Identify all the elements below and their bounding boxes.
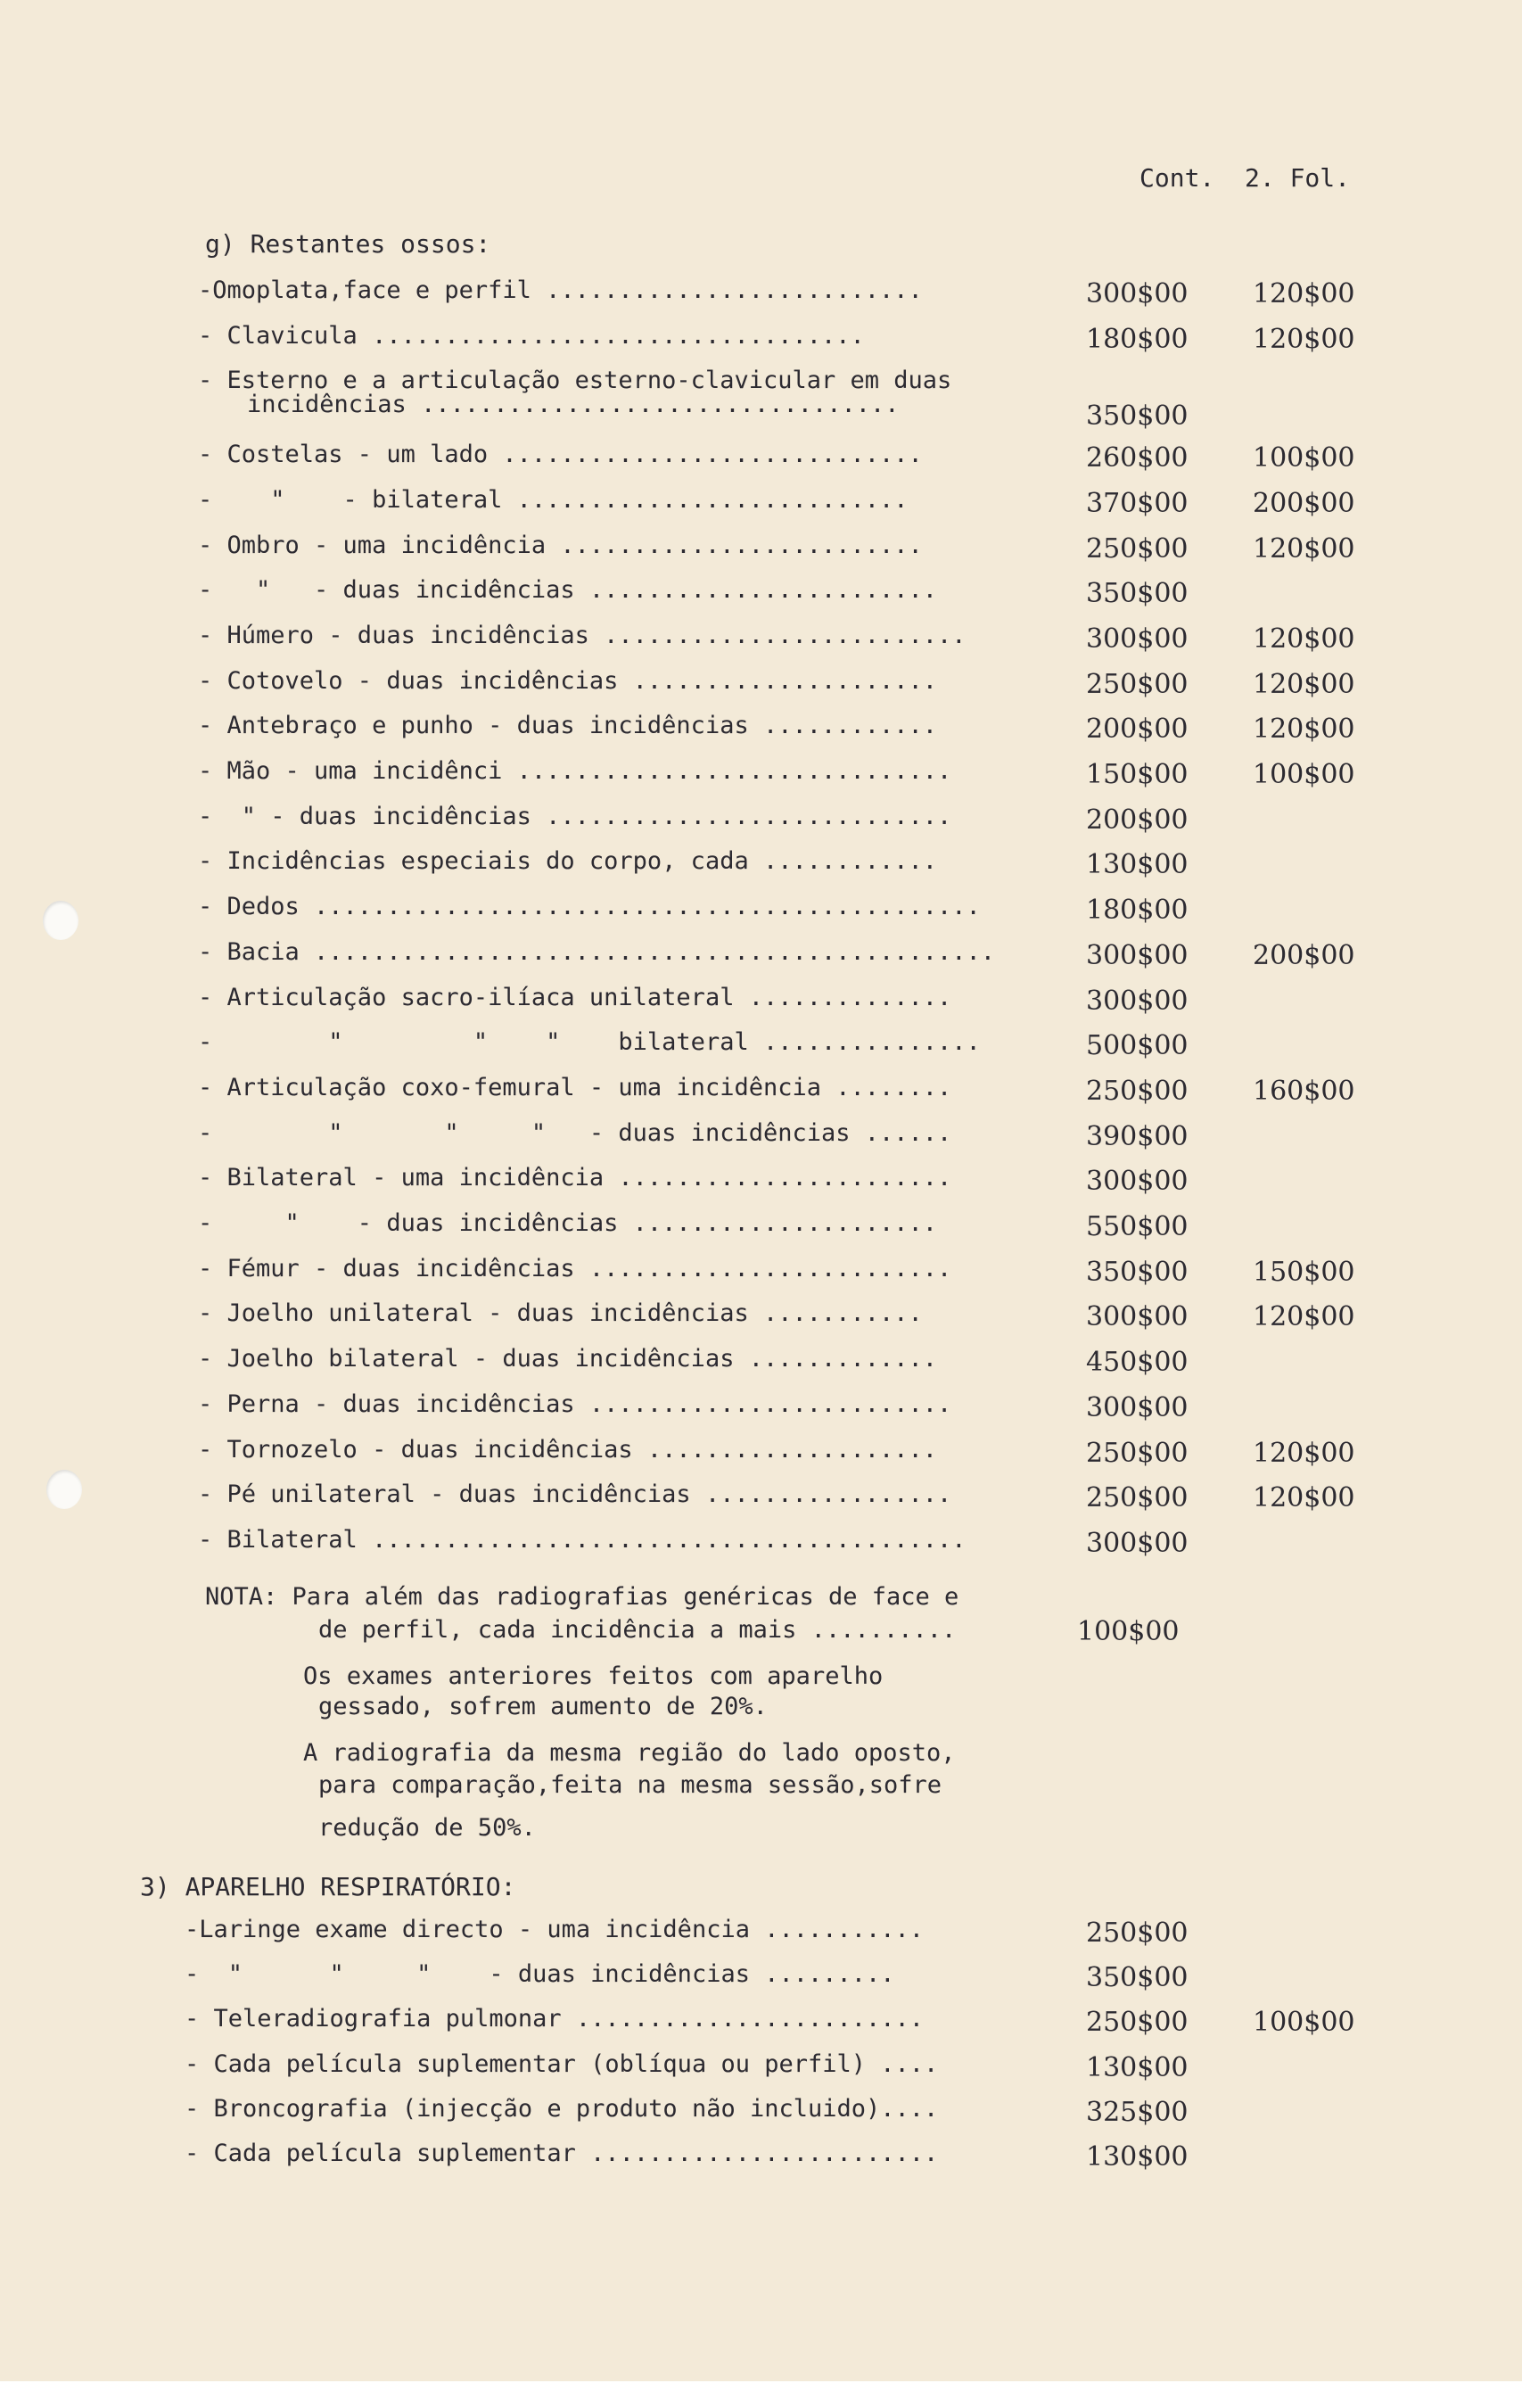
price-column-2: 100$00: [1253, 759, 1355, 790]
price-list-row: [0, 2005, 1522, 2041]
price-list-row: [0, 1028, 1522, 1064]
price-column-2: 120$00: [1253, 668, 1355, 700]
price-list-row: [0, 1299, 1522, 1335]
price-column-1: 250$00: [1086, 2007, 1189, 2039]
price-column-2: 120$00: [1253, 713, 1355, 746]
item-label: - Antebraço e punho - duas incidências ............: [198, 712, 938, 740]
nota-paragraph-2-line-3: redução de 50%.: [318, 1814, 536, 1842]
price-column-1: 300$00: [1086, 1391, 1189, 1423]
item-label: - " - duas incidências ............................: [198, 802, 952, 830]
price-column-1: 250$00: [1086, 1917, 1189, 1949]
price-list-row: [0, 803, 1522, 838]
price-list-row: [0, 1345, 1522, 1381]
price-column-1: 350$00: [1086, 400, 1189, 433]
price-column-1: 250$00: [1086, 1075, 1189, 1107]
price-column-1: 550$00: [1086, 1211, 1189, 1242]
price-list-row: [0, 893, 1522, 928]
price-column-1: 300$00: [1086, 985, 1189, 1017]
item-label: - Bilateral - uma incidência .......................: [198, 1164, 952, 1192]
price-column-1: 180$00: [1086, 323, 1189, 355]
item-label: - " " " - duas incidências .........: [185, 1960, 895, 1989]
nota-paragraph-2-line-2: para comparação,feita na mesma sessão,sofre: [318, 1771, 942, 1799]
price-column-1: 150$00: [1086, 759, 1189, 790]
item-label: - Bacia ...............................................: [198, 937, 996, 966]
price-list-row: [0, 1436, 1522, 1472]
price-column-1: 300$00: [1086, 939, 1189, 971]
price-column-1: 300$00: [1086, 278, 1189, 309]
price-list-row: [0, 712, 1522, 747]
nota-paragraph-2-line-1: A radiografia da mesma região do lado oposto,: [303, 1739, 956, 1767]
price-column-2: 160$00: [1253, 1075, 1355, 1107]
price-column-1: 500$00: [1086, 1030, 1189, 1062]
price-column-2: 120$00: [1253, 623, 1355, 655]
price-column-1: 250$00: [1086, 532, 1189, 565]
item-label: - Incidências especiais do corpo, cada ............: [198, 847, 938, 876]
item-label: - Perna - duas incidências .........................: [198, 1390, 952, 1418]
price-column-2: 120$00: [1253, 1482, 1355, 1514]
price-list-row: [0, 1916, 1522, 1951]
item-label: - Clavicula ..................................: [198, 321, 865, 350]
price-list-row: [0, 1960, 1522, 1996]
price-column-1: 130$00: [1086, 849, 1189, 881]
price-column-1: 350$00: [1086, 1962, 1189, 1994]
price-list-row: [0, 1480, 1522, 1516]
price-column-1: 325$00: [1086, 2096, 1189, 2128]
price-column-1: 300$00: [1086, 1301, 1189, 1333]
price-column-1: 260$00: [1086, 442, 1189, 474]
price-column-2: 200$00: [1253, 487, 1355, 519]
price-list-row: [0, 2050, 1522, 2086]
item-label: -Laringe exame directo - uma incidência ...........: [185, 1916, 925, 1943]
price-column-1: 390$00: [1086, 1120, 1189, 1152]
item-label: - " - bilateral ...........................: [198, 485, 909, 514]
price-column-2: 150$00: [1253, 1256, 1355, 1288]
item-label: - Cotovelo - duas incidências .....................: [198, 666, 938, 695]
item-label: - Joelho unilateral - duas incidências ...........: [198, 1299, 923, 1328]
item-label: - Esterno e a articulação esterno-clavicular em duas: [198, 367, 952, 395]
item-label: - " - duas incidências ........................: [198, 576, 938, 605]
item-label: - Articulação sacro-ilíaca unilateral ..............: [198, 983, 952, 1011]
item-label: - Cada película suplementar (oblíqua ou perfil) ....: [185, 2049, 939, 2078]
price-list-row: [0, 1164, 1522, 1200]
price-column-1: 450$00: [1086, 1347, 1189, 1379]
price-list-row: [0, 938, 1522, 974]
continuation-header: Cont. 2. Fol.: [1139, 163, 1351, 193]
item-label: - Costelas - um lado .............................: [198, 441, 923, 469]
price-list-row: [0, 984, 1522, 1019]
price-column-2: 120$00: [1253, 323, 1355, 355]
price-list-row: [0, 622, 1522, 657]
price-list-row: [0, 276, 1522, 312]
price-column-1: 130$00: [1086, 2051, 1189, 2083]
item-label: - Húmero - duas incidências .........................: [198, 621, 967, 649]
price-column-1: 180$00: [1086, 895, 1189, 927]
price-column-2: 120$00: [1253, 278, 1355, 309]
item-label: - Pé unilateral - duas incidências .................: [198, 1480, 952, 1509]
item-label: - Tornozelo - duas incidências ....................: [198, 1435, 938, 1464]
item-label: - " " " bilateral ...............: [198, 1028, 981, 1057]
nota-price: 100$00: [1077, 1616, 1180, 1647]
price-list-row: [0, 2095, 1522, 2131]
price-column-1: 200$00: [1086, 713, 1189, 746]
price-column-1: 300$00: [1086, 1527, 1189, 1559]
price-column-1: 250$00: [1086, 1437, 1189, 1469]
price-list-row: [0, 667, 1522, 703]
item-label: - Ombro - uma incidência .........................: [198, 531, 923, 559]
item-label: - " " " - duas incidências ......: [198, 1118, 952, 1147]
price-column-2: 120$00: [1253, 532, 1355, 565]
price-column-2: 100$00: [1253, 442, 1355, 474]
price-list-row: [0, 847, 1522, 883]
item-label: -Omoplata,face e perfil ..........................: [198, 276, 923, 304]
section-g-title: g) Restantes ossos:: [205, 229, 491, 259]
item-label: - Bilateral .........................................: [198, 1525, 967, 1554]
section-3-title: 3) APARELHO RESPIRATÓRIO:: [140, 1872, 516, 1901]
item-label: - Broncografia (injecção e produto não incluido)....: [185, 2094, 939, 2123]
price-list-row: [0, 367, 1522, 433]
item-label: - Joelho bilateral - duas incidências .............: [198, 1345, 938, 1373]
nota-paragraph-1-line-1: Os exames anteriores feitos com aparelho: [303, 1662, 884, 1690]
item-label: - " - duas incidências .....................: [198, 1209, 938, 1237]
price-list-row: [0, 1526, 1522, 1562]
price-column-1: 300$00: [1086, 623, 1189, 655]
price-column-2: 120$00: [1253, 1437, 1355, 1469]
price-list-row: [0, 486, 1522, 522]
item-label-continued: incidências .................................: [247, 391, 900, 419]
price-list-row: [0, 1074, 1522, 1109]
item-label: - Articulação coxo-femural - uma incidência ........: [198, 1073, 952, 1101]
price-column-2: 100$00: [1253, 2007, 1355, 2039]
price-column-2: 120$00: [1253, 1301, 1355, 1333]
price-list-row: [0, 1119, 1522, 1155]
item-label: - Teleradiografia pulmonar ........................: [185, 2005, 925, 2033]
price-list-row: [0, 532, 1522, 567]
price-column-1: 130$00: [1086, 2141, 1189, 2173]
item-label: - Cada película suplementar ........................: [185, 2140, 939, 2167]
price-list-row: [0, 1390, 1522, 1426]
price-column-1: 250$00: [1086, 1482, 1189, 1514]
price-list-row: [0, 322, 1522, 358]
nota-line-2: de perfil, cada incidência a mais ..........: [318, 1616, 957, 1644]
price-column-1: 350$00: [1086, 578, 1189, 610]
price-list-row: [0, 1209, 1522, 1245]
item-label: - Fémur - duas incidências .........................: [198, 1254, 952, 1282]
price-list-row: [0, 757, 1522, 793]
item-label: - Dedos ..............................................: [198, 893, 981, 921]
item-label: - Mão - uma incidênci ..............................: [198, 757, 952, 785]
price-column-1: 250$00: [1086, 668, 1189, 700]
price-column-2: 200$00: [1253, 939, 1355, 971]
price-column-1: 370$00: [1086, 487, 1189, 519]
nota-line-1: NOTA: Para além das radiografias genéricas de face e: [205, 1583, 959, 1611]
price-list-row: [0, 441, 1522, 476]
nota-paragraph-1-line-2: gessado, sofrem aumento de 20%.: [318, 1693, 768, 1720]
price-list-row: [0, 576, 1522, 612]
price-column-1: 200$00: [1086, 804, 1189, 836]
price-list-row: [0, 1255, 1522, 1291]
price-list-row: [0, 2140, 1522, 2175]
price-column-1: 350$00: [1086, 1256, 1189, 1288]
price-column-1: 300$00: [1086, 1166, 1189, 1198]
